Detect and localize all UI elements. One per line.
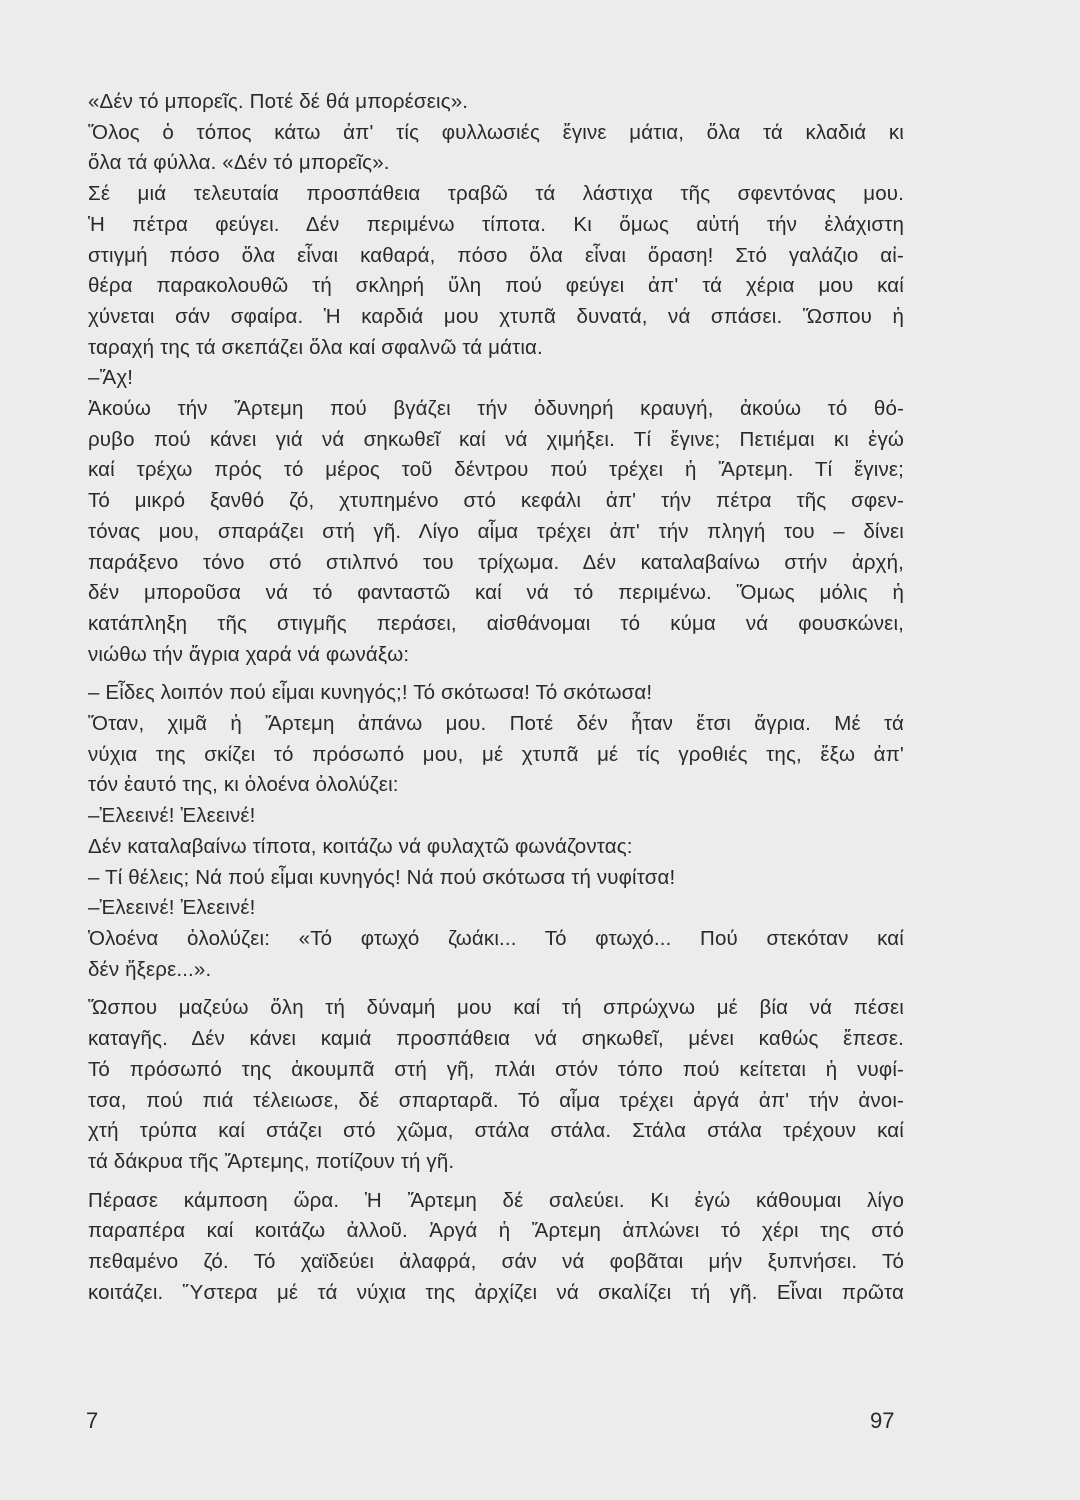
text-line: πεθαμένο ζό. Τό χαϊδεύει ἀλαφρά, σάν νά φοβᾶται μήν ξυπνήσει. Τό	[88, 1250, 904, 1274]
text-line: καταγῆς. Δέν κάνει καμιά προσπάθεια νά σηκωθεῖ, μένει καθώς ἔπεσε.	[88, 1027, 904, 1051]
signature-mark: 7	[86, 1408, 99, 1433]
body-text	[88, 87, 904, 1308]
text-line: –Ἄχ!	[88, 366, 134, 390]
text-line: Ἀκούω τήν Ἄρτεμη πού βγάζει τήν ὀδυνηρή κραυγή, ἀκούω τό θό-	[88, 397, 904, 421]
text-line: Δέν καταλαβαίνω τίποτα, κοιτάζω νά φυλαχτῶ φωνάζοντας:	[88, 834, 633, 858]
text-line: κοιτάζει. Ὕστερα μέ τά νύχια της ἀρχίζει νά σκαλίζει τή γῆ. Εἶναι πρῶτα	[88, 1280, 904, 1304]
text-line: ὅλα τά φύλλα. «Δέν τό μπορεῖς».	[88, 151, 390, 175]
text-line: στιγμή πόσο ὅλα εἶναι καθαρά, πόσο ὅλα εἶναι ὅραση! Στό γαλάζιο αἰ-	[88, 243, 904, 267]
text-line: Ὅλος ὁ τόπος κάτω ἀπ' τίς φυλλωσιές ἔγινε μάτια, ὅλα τά κλαδιά κι	[88, 120, 904, 144]
text-line: νιώθω τήν ἄγρια χαρά νά φωνάξω:	[88, 642, 410, 666]
text-line: χύνεται σάν σφαίρα. Ἡ καρδιά μου χτυπᾶ δυνατά, νά σπάσει. Ὥσπου ἡ	[88, 304, 904, 328]
text-line: Σέ μιά τελευταία προσπάθεια τραβῶ τά λάστιχα τῆς σφεντόνας μου.	[88, 182, 904, 206]
text-line: χτή τρύπα καί στάζει στό χῶμα, στάλα στάλα. Στάλα στάλα τρέχουν καί	[88, 1119, 904, 1143]
text-line: δέν μποροῦσα νά τό φανταστῶ καί νά τό περιμένω. Ὅμως μόλις ἡ	[88, 581, 904, 605]
text-line: τόνας μου, σπαράζει στή γῆ. Λίγο αἷμα τρέχει ἀπ' τήν πληγή του – δίνει	[88, 519, 904, 543]
text-line: Πέρασε κάμποση ὥρα. Ἡ Ἄρτεμη δέ σαλεύει. Κι ἐγώ κάθουμαι λίγο	[88, 1188, 904, 1212]
paragraph-gap	[88, 985, 904, 993]
page-number: 97	[870, 1408, 895, 1433]
text-line: ταραχή της τά σκεπάζει ὅλα καί σφαλνῶ τά μάτια.	[88, 335, 543, 359]
text-line: Τό μικρό ξανθό ζό, χτυπημένο στό κεφάλι ἀπ' τήν πέτρα τῆς σφεν-	[88, 489, 904, 513]
text-line: –Ἐλεεινέ! Ἐλεεινέ!	[88, 804, 256, 828]
text-line: παράξενο τόνο στό στιλπνό του τρίχωμα. Δέν καταλαβαίνω στήν ἀρχή,	[88, 550, 904, 574]
text-line: δέν ἤξερε...».	[88, 957, 212, 981]
text-line: τόν ἑαυτό της, κι ὁλοένα ὀλολύζει:	[88, 773, 399, 797]
text-line: παραπέρα καί κοιτάζω ἀλλοῦ. Ἀργά ἡ Ἄρτεμη ἁπλώνει τό χέρι της στό	[88, 1219, 904, 1243]
text-line: κατάπληξη τῆς στιγμῆς περάσει, αἰσθάνομαι τό κύμα νά φουσκώνει,	[88, 611, 904, 635]
paragraph-gap	[88, 1178, 904, 1186]
text-line: ρυβο πού κάνει γιά νά σηκωθεῖ καί νά χιμήξει. Τί ἔγινε; Πετιέμαι κι ἐγώ	[88, 427, 904, 451]
text-line: Ἡ πέτρα φεύγει. Δέν περιμένω τίποτα. Κι ὅμως αὐτή τήν ἐλάχιστη	[88, 212, 904, 236]
text-line: – Τί θέλεις; Νά πού εἶμαι κυνηγός! Νά πού σκότωσα τή νυφίτσα!	[88, 865, 676, 889]
text-line: Ὁλοένα ὀλολύζει: «Τό φτωχό ζωάκι... Τό φτωχό... Πού στεκόταν καί	[88, 926, 904, 950]
text-line: θέρα παρακολουθῶ τή σκληρή ὕλη πού φεύγει ἀπ' τά χέρια μου καί	[88, 274, 904, 298]
text-line: «Δέν τό μπορεῖς. Ποτέ δέ θά μπορέσεις».	[88, 90, 469, 113]
text-line: τά δάκρυα τῆς Ἄρτεμης, ποτίζουν τή γῆ.	[88, 1149, 455, 1173]
text-line: – Εἶδες λοιπόν πού εἶμαι κυνηγός;! Τό σκότωσα! Τό σκότωσα!	[88, 681, 653, 705]
text-line: Ὅταν, χιμᾶ ἡ Ἄρτεμη ἀπάνω μου. Ποτέ δέν ἦταν ἔτσι ἄγρια. Μέ τά	[88, 712, 904, 736]
text-line: τσα, πού πιά τέλειωσε, δέ σπαρταρᾶ. Τό αἷμα τρέχει ἀργά ἀπ' τήν ἀνοι-	[88, 1088, 904, 1112]
text-line: καί τρέχω πρός τό μέρος τοῦ δέντρου πού τρέχει ἡ Ἄρτεμη. Τί ἔγινε;	[88, 458, 904, 482]
paragraph-gap	[88, 670, 904, 678]
text-line: Τό πρόσωπό της ἀκουμπᾶ στή γῆ, πλάι στόν τόπο πού κείτεται ἡ νυφί-	[88, 1057, 904, 1081]
text-line: Ὥσπου μαζεύω ὅλη τή δύναμή μου καί τή σπρώχνω μέ βία νά πέσει	[88, 996, 904, 1020]
text-line: νύχια της σκίζει τό πρόσωπό μου, μέ χτυπᾶ μέ τίς γροθιές της, ἔξω ἀπ'	[88, 742, 904, 766]
text-line: –Ἐλεεινέ! Ἐλεεινέ!	[88, 896, 256, 920]
